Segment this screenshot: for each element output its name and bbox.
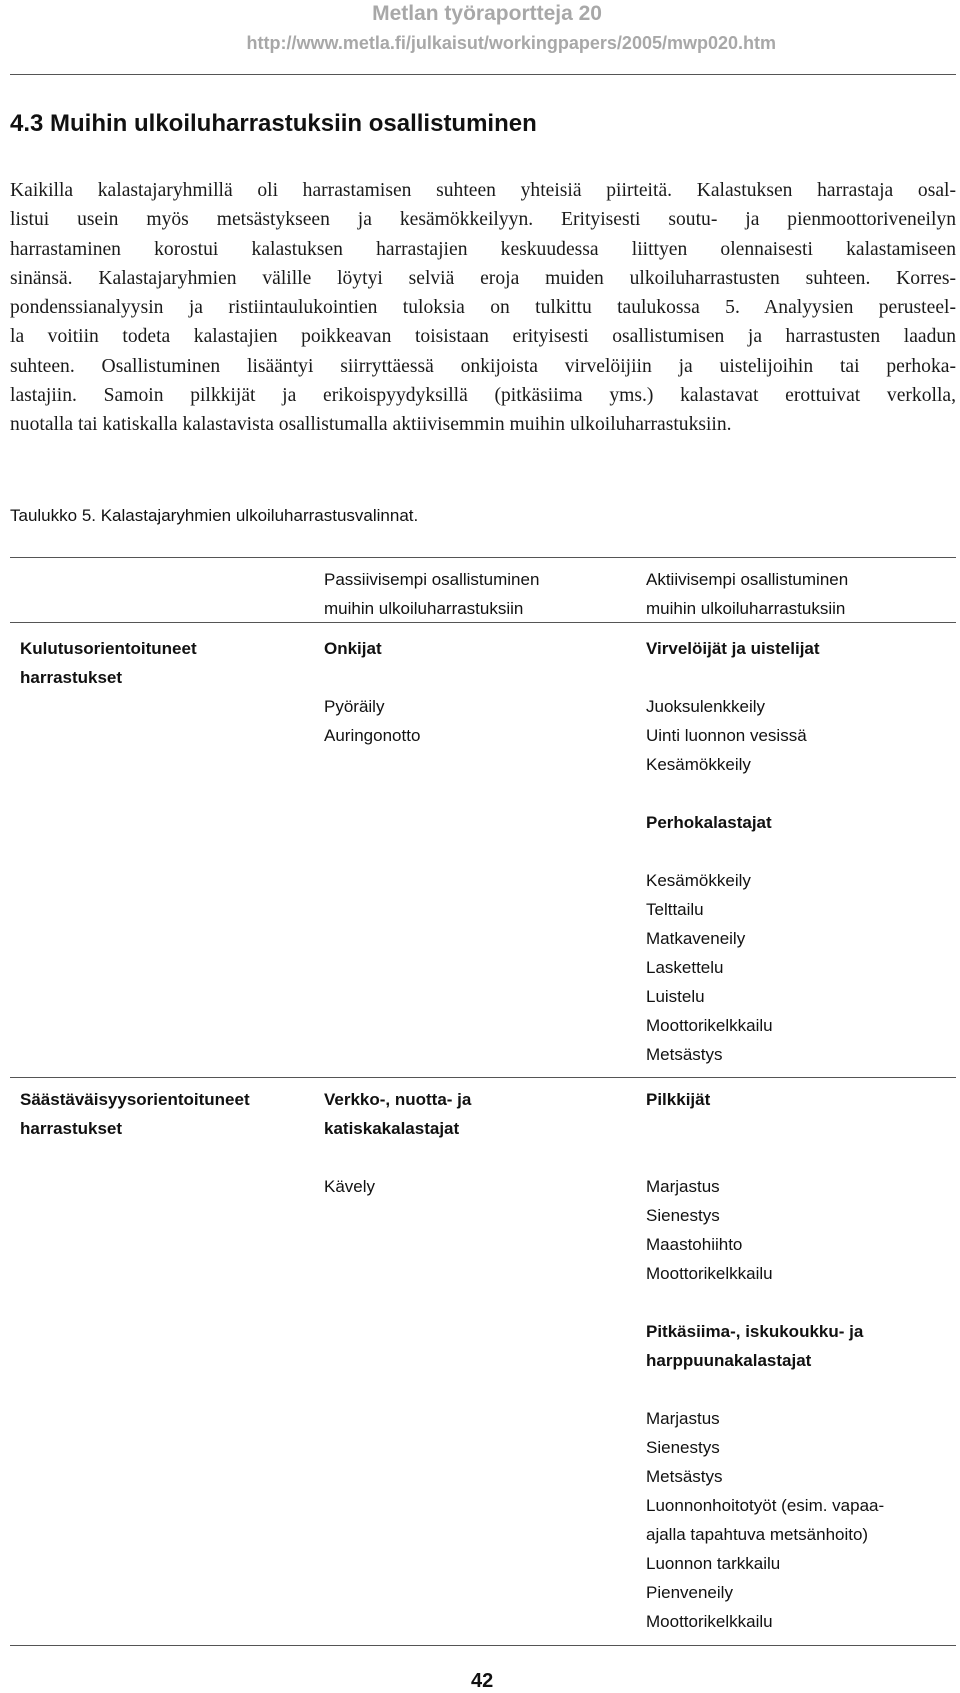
group-name: Verkko-, nuotta- ja <box>324 1090 472 1109</box>
activity-item: Pyöräily <box>324 697 385 716</box>
row-label-line: Kulutusorientoituneet <box>20 639 197 658</box>
table-caption: Taulukko 5. Kalastajaryhmien ulkoiluharrastusvalinnat. <box>10 506 419 525</box>
row2-passive <box>324 1085 471 1201</box>
activity-item: Luonnon tarkkailu <box>646 1554 781 1573</box>
row-label-line: harrastukset <box>20 1119 123 1138</box>
activity-item: Kävely <box>324 1177 376 1196</box>
body-paragraph <box>10 176 956 440</box>
body-line: sinänsä. Kalastajaryhmien välille löytyi selviä eroja muiden ulkoiluharrastusten suhteen. Korres- <box>10 267 956 289</box>
body-line: lastajiin. Samoin pilkkijät ja erikoispyydyksillä (pitkäsiima yms.) kalastavat erottuivat verkolla, <box>10 385 956 407</box>
activity-item: Auringonotto <box>324 726 421 745</box>
activity-item: Marjastus <box>646 1177 720 1196</box>
activity-item: Juoksulenkkeily <box>646 697 766 716</box>
section-title: 4.3 Muihin ulkoiluharrastuksiin osallistuminen <box>10 110 537 137</box>
page-number: 42 <box>471 1670 494 1692</box>
activity-item: Kesämökkeily <box>646 871 751 890</box>
row1-passive <box>324 634 420 750</box>
group-name: Perhokalastajat <box>646 813 772 832</box>
activity-item: Telttailu <box>646 900 704 919</box>
group-name: katiskakalastajat <box>324 1119 460 1138</box>
group-name: Onkijat <box>324 639 382 658</box>
url-header: http://www.metla.fi/julkaisut/workingpapers/2005/mwp020.htm <box>246 33 776 53</box>
header-bottom-rule <box>10 622 956 623</box>
activity-item: Sienestys <box>646 1206 720 1225</box>
col-header-line: Passiivisempi osallistuminen <box>324 570 540 589</box>
group-name: harppuunakalastajat <box>646 1351 812 1370</box>
row1-label <box>20 634 197 692</box>
row1-active <box>646 634 820 1069</box>
activity-item: Moottorikelkkailu <box>646 1016 773 1035</box>
body-line: nuotalla tai katiskalla kalastavista osallistumalla aktiivisemmin muihin ulkoiluharrastuksiin. <box>10 414 732 436</box>
row-label-line: harrastukset <box>20 668 123 687</box>
activity-item: Maastohiihto <box>646 1235 743 1254</box>
body-line: Kaikilla kalastajaryhmillä oli harrastamisen suhteen yhteisiä piirteitä. Kalastuksen harrastaja osal- <box>10 180 956 201</box>
activity-item: Metsästys <box>646 1467 723 1486</box>
group-name: Pitkäsiima-, iskukoukku- ja <box>646 1322 864 1341</box>
col-header-active <box>646 565 848 623</box>
body-line: suhteen. Osallistuminen lisääntyi siirryttäessä onkijoista virvelöijiin ja uistelijoihin tai perhoka- <box>10 355 956 377</box>
body-line: listui usein myös metsästykseen ja kesämökkeilyyn. Erityisesti soutu- ja pienmoottoriveneilyn <box>10 209 956 231</box>
body-line: pondenssianalyysin ja ristiintaulukointien tuloksia on tulkittu taulukossa 5. Analyysien perusteel- <box>10 297 956 319</box>
col-header-line: muihin ulkoiluharrastuksiin <box>646 599 846 618</box>
table-bottom-rule <box>10 1645 956 1646</box>
group-name: Virvelöijät ja uistelijat <box>646 639 820 658</box>
activity-item: Luistelu <box>646 987 705 1006</box>
activity-item: Metsästys <box>646 1045 723 1064</box>
activity-item: Uinti luonnon vesissä <box>646 726 807 745</box>
row2-active <box>646 1085 884 1636</box>
series-header: Metlan työraportteja 20 <box>372 2 602 25</box>
activity-item: Laskettelu <box>646 958 724 977</box>
body-line: harrastaminen korostui kalastuksen harrastajien keskuudessa liittyen olennaisesti kalastamiseen <box>10 238 956 260</box>
activity-item: Pienveneily <box>646 1583 733 1602</box>
body-line: la voitiin todeta kalastajien poikkeavan toisistaan erityisesti osallistumisen ja harrastusten laadun <box>10 326 956 348</box>
activity-item: Moottorikelkkailu <box>646 1612 773 1631</box>
activity-item: Moottorikelkkailu <box>646 1264 773 1283</box>
table-top-rule <box>10 557 956 558</box>
row2-label <box>20 1085 250 1143</box>
activity-item: Luonnonhoitotyöt (esim. vapaa- <box>646 1496 885 1515</box>
row-divider-rule <box>10 1077 956 1078</box>
col-header-line: Aktiivisempi osallistuminen <box>646 570 849 589</box>
activity-item: Sienestys <box>646 1438 720 1457</box>
header-rule <box>10 74 956 75</box>
row-label-line: Säästäväisyysorientoituneet <box>20 1090 250 1109</box>
col-header-line: muihin ulkoiluharrastuksiin <box>324 599 524 618</box>
activity-item: ajalla tapahtuva metsänhoito) <box>646 1525 869 1544</box>
col-header-passive <box>324 565 539 623</box>
activity-item: Matkaveneily <box>646 929 746 948</box>
activity-item: Marjastus <box>646 1409 720 1428</box>
group-name: Pilkkijät <box>646 1090 711 1109</box>
activity-item: Kesämökkeily <box>646 755 751 774</box>
